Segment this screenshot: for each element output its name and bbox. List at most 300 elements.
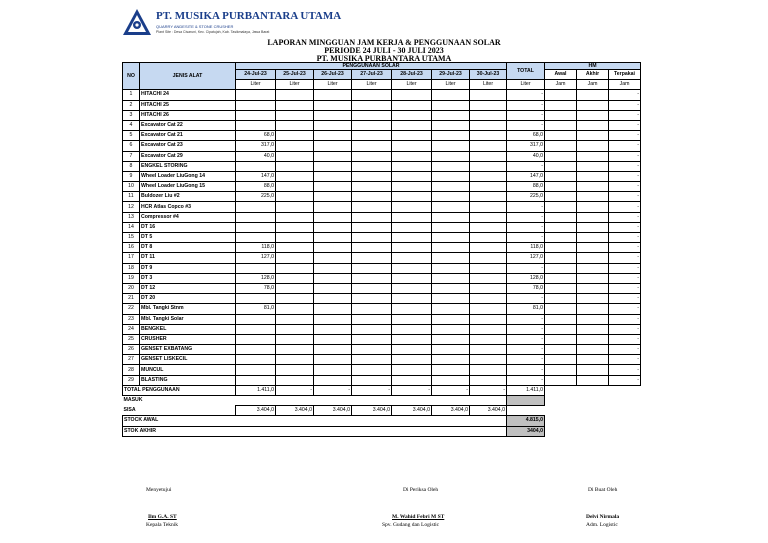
row-equipment-name: CRUSHER [140,334,236,344]
row-hm-akhir [577,355,609,365]
row-day-liter [432,253,470,263]
row-equipment-name: Compressor #4 [140,212,236,222]
row-hm-awal [545,375,577,385]
row-day-liter [392,355,432,365]
row-day-liter [470,273,507,283]
row-day-liter [352,161,392,171]
row-day-liter: 78,0 [236,283,276,293]
row-no: 11 [123,192,140,202]
row-day-liter [352,263,392,273]
header-date: 29-Jul-23 [432,70,470,80]
row-equipment-name: Excavator Cat 21 [140,131,236,141]
company-subtitle: QUARRY ANDESITE & STONE CRUSHER [156,24,234,29]
row-day-liter [314,334,352,344]
row-day-liter [352,294,392,304]
header-no: NO [123,63,140,90]
row-equipment-name: DT 16 [140,222,236,232]
row-hm-terpakai: - [609,182,641,192]
row-total: - [507,161,545,171]
row-equipment-name: DT 8 [140,243,236,253]
row-equipment-name: Excavator Cat 22 [140,120,236,130]
row-day-liter [392,233,432,243]
row-no: 5 [123,131,140,141]
row-day-liter [352,222,392,232]
report-period: PERIODE 24 JULI - 30 JULI 2023 [324,46,444,55]
row-hm-terpakai: - [609,233,641,243]
row-hm-terpakai: - [609,283,641,293]
row-equipment-name: Wheel Loader LiuGong 15 [140,182,236,192]
row-day-liter [314,314,352,324]
row-day-liter [432,120,470,130]
table-row [123,90,641,100]
masuk-day [470,396,507,406]
row-day-liter [352,192,392,202]
signer-role-3: Adm. Logistic [586,522,618,528]
row-day-liter [470,192,507,202]
row-day-liter [276,202,314,212]
row-hm-terpakai: - [609,90,641,100]
table-row [123,141,641,151]
table-row [123,365,641,375]
row-day-liter [276,314,314,324]
row-hm-terpakai: - [609,294,641,304]
table-row [123,233,641,243]
row-day-liter [352,100,392,110]
sisa-day: 3.404,0 [314,406,352,416]
row-day-liter [470,202,507,212]
row-day-liter [432,141,470,151]
row-day-liter [352,334,392,344]
header-date: 30-Jul-23 [470,70,507,80]
row-no: 23 [123,314,140,324]
row-no: 12 [123,202,140,212]
row-day-liter [432,182,470,192]
row-day-liter [276,131,314,141]
row-no: 7 [123,151,140,161]
row-day-liter [392,171,432,181]
row-hm-terpakai: - [609,324,641,334]
row-day-liter [392,151,432,161]
row-day-liter [392,365,432,375]
row-day-liter [236,90,276,100]
row-no: 21 [123,294,140,304]
row-day-liter [470,90,507,100]
table-row [123,304,641,314]
row-day-liter [470,253,507,263]
table-row [123,345,641,355]
row-hm-akhir [577,253,609,263]
sisa-day: 3.404,0 [392,406,432,416]
row-day-liter [432,375,470,385]
total-day: - [276,385,314,395]
table-row [123,171,641,181]
row-day-liter [314,120,352,130]
stock-awal-row [123,416,641,426]
row-day-liter: 68,0 [236,131,276,141]
row-day-liter [236,345,276,355]
row-total: 128,0 [507,273,545,283]
table-row [123,334,641,344]
row-day-liter [314,182,352,192]
row-day-liter [276,141,314,151]
row-day-liter [432,314,470,324]
row-hm-akhir [577,314,609,324]
row-day-liter: 127,0 [236,253,276,263]
row-no: 13 [123,212,140,222]
row-day-liter [314,263,352,273]
row-total: - [507,365,545,375]
row-day-liter [276,294,314,304]
table-row [123,283,641,293]
row-hm-akhir [577,283,609,293]
stock-awal-value: 4.815,0 [507,416,545,426]
row-day-liter [392,120,432,130]
row-equipment-name: GENSET EXBATANG [140,345,236,355]
unit-jam: Jam [545,80,577,90]
table-row [123,131,641,141]
row-equipment-name: Mbl. Tangki Stnm [140,304,236,314]
row-day-liter [314,273,352,283]
row-day-liter [432,110,470,120]
row-hm-awal [545,161,577,171]
row-equipment-name: DT 3 [140,273,236,283]
row-hm-terpakai: - [609,192,641,202]
row-day-liter [470,263,507,273]
row-day-liter [352,324,392,334]
row-day-liter [392,334,432,344]
row-day-liter [470,171,507,181]
row-day-liter [352,90,392,100]
row-hm-awal [545,110,577,120]
row-hm-terpakai: - [609,171,641,181]
stock-akhir-value: 3404,0 [507,426,545,436]
row-day-liter [236,334,276,344]
unit-liter: Liter [470,80,507,90]
row-day-liter [352,202,392,212]
row-day-liter [314,304,352,314]
row-hm-awal [545,365,577,375]
row-day-liter [314,283,352,293]
row-day-liter [352,182,392,192]
row-no: 4 [123,120,140,130]
row-total: - [507,375,545,385]
row-hm-akhir [577,324,609,334]
row-hm-awal [545,273,577,283]
total-day: - [314,385,352,395]
row-hm-akhir [577,273,609,283]
row-no: 24 [123,324,140,334]
row-day-liter [470,283,507,293]
table-row [123,212,641,222]
row-day-liter [314,100,352,110]
table-row [123,192,641,202]
row-hm-akhir [577,100,609,110]
row-no: 27 [123,355,140,365]
signer-name-2: M. Wahid Febri M ST [392,514,445,520]
masuk-day [276,396,314,406]
row-day-liter [236,324,276,334]
row-total: 68,0 [507,131,545,141]
total-day: - [470,385,507,395]
row-day-liter [432,171,470,181]
row-total: - [507,233,545,243]
row-hm-akhir [577,171,609,181]
table-row [123,263,641,273]
row-hm-terpakai: - [609,314,641,324]
row-no: 26 [123,345,140,355]
table-row [123,110,641,120]
row-day-liter [276,365,314,375]
company-name: PT. MUSIKA PURBANTARA UTAMA [156,10,342,22]
row-day-liter [392,243,432,253]
row-day-liter [392,110,432,120]
row-day-liter [352,120,392,130]
row-hm-akhir [577,120,609,130]
row-hm-terpakai: - [609,253,641,263]
row-day-liter [432,355,470,365]
row-day-liter [392,253,432,263]
row-day-liter [470,120,507,130]
row-hm-awal [545,141,577,151]
row-day-liter [432,294,470,304]
row-day-liter [314,324,352,334]
row-total: 88,0 [507,182,545,192]
row-day-liter [314,151,352,161]
row-total: 118,0 [507,243,545,253]
row-total: - [507,345,545,355]
table-row [123,151,641,161]
row-hm-awal [545,222,577,232]
row-equipment-name: HCR Atlas Copco #3 [140,202,236,212]
row-hm-akhir [577,161,609,171]
row-total: - [507,263,545,273]
masuk-day [314,396,352,406]
header-date: 27-Jul-23 [352,70,392,80]
row-no: 14 [123,222,140,232]
masuk-day [236,396,276,406]
header-date: 24-Jul-23 [236,70,276,80]
row-day-liter [470,345,507,355]
row-day-liter [276,304,314,314]
sisa-row [123,406,641,416]
row-hm-awal [545,294,577,304]
row-day-liter [314,365,352,375]
unit-liter: Liter [314,80,352,90]
row-hm-terpakai: - [609,355,641,365]
row-day-liter [392,314,432,324]
row-day-liter [314,131,352,141]
row-equipment-name: HITACHI 25 [140,100,236,110]
row-hm-awal [545,263,577,273]
row-hm-awal [545,182,577,192]
row-day-liter [352,304,392,314]
row-hm-terpakai: - [609,243,641,253]
row-day-liter [314,90,352,100]
header-jenis-alat: JENIS ALAT [140,63,236,90]
row-total: 147,0 [507,171,545,181]
row-day-liter [470,334,507,344]
row-day-liter [352,171,392,181]
row-no: 22 [123,304,140,314]
row-day-liter [432,334,470,344]
row-day-liter [432,273,470,283]
row-equipment-name: DT 11 [140,253,236,263]
row-day-liter [276,334,314,344]
row-total: - [507,222,545,232]
row-hm-terpakai: - [609,202,641,212]
row-day-liter [352,375,392,385]
row-day-liter [470,182,507,192]
row-no: 19 [123,273,140,283]
row-day-liter [392,100,432,110]
company-logo-icon [122,8,152,36]
row-day-liter [432,365,470,375]
row-day-liter [432,263,470,273]
header-hm-awal: Awal [545,70,577,80]
row-day-liter [352,273,392,283]
row-hm-terpakai: - [609,304,641,314]
row-day-liter [276,222,314,232]
row-day-liter [314,375,352,385]
row-hm-terpakai: - [609,141,641,151]
row-hm-terpakai: - [609,263,641,273]
row-day-liter [470,314,507,324]
unit-liter: Liter [507,80,545,90]
row-hm-awal [545,345,577,355]
row-total: 40,0 [507,151,545,161]
row-day-liter [352,355,392,365]
row-day-liter [352,151,392,161]
row-day-liter [314,233,352,243]
row-day-liter [352,345,392,355]
masuk-label: MASUK [123,397,143,404]
row-total: - [507,110,545,120]
row-hm-akhir [577,375,609,385]
report-company: PT. MUSIKA PURBANTARA UTAMA [316,54,452,63]
row-day-liter [470,151,507,161]
row-no: 8 [123,161,140,171]
header-date: 26-Jul-23 [314,70,352,80]
row-day-liter [470,233,507,243]
row-hm-terpakai: - [609,110,641,120]
row-total: - [507,100,545,110]
row-day-liter [432,212,470,222]
row-day-liter [432,283,470,293]
header-penggunaan-solar: PENGGUNAAN SOLAR [236,63,507,70]
row-day-liter [236,233,276,243]
row-equipment-name: MUNCUL [140,365,236,375]
row-day-liter: 118,0 [236,243,276,253]
row-day-liter [352,212,392,222]
row-no: 2 [123,100,140,110]
row-day-liter [392,192,432,202]
row-day-liter [470,212,507,222]
row-day-liter [470,222,507,232]
row-hm-akhir [577,90,609,100]
row-day-liter [314,192,352,202]
row-day-liter [470,355,507,365]
row-day-liter [276,182,314,192]
row-hm-akhir [577,334,609,344]
row-equipment-name: Excavator Cat 23 [140,141,236,151]
row-day-liter [352,233,392,243]
row-no: 16 [123,243,140,253]
row-equipment-name: HITACHI 26 [140,110,236,120]
row-day-liter [392,212,432,222]
row-equipment-name: BLASTING [140,375,236,385]
row-day-liter [276,263,314,273]
sisa-day: 3.404,0 [432,406,470,416]
unit-jam: Jam [577,80,609,90]
row-day-liter [432,324,470,334]
total-day: 1.411,0 [236,385,276,395]
row-no: 28 [123,365,140,375]
table-row [123,253,641,263]
row-day-liter [276,355,314,365]
row-day-liter [392,182,432,192]
row-hm-awal [545,171,577,181]
table-row [123,161,641,171]
row-hm-terpakai: - [609,222,641,232]
row-hm-awal [545,212,577,222]
header-total: TOTAL [507,63,545,80]
row-day-liter [352,365,392,375]
row-day-liter [432,131,470,141]
row-day-liter [276,90,314,100]
row-hm-awal [545,334,577,344]
row-day-liter [236,222,276,232]
sisa-day: 3.404,0 [352,406,392,416]
row-no: 17 [123,253,140,263]
stock-awal-label: STOCK AWAL [123,416,507,426]
report-title: LAPORAN MINGGUAN JAM KERJA & PENGGUNAAN SOLAR [267,38,501,47]
row-day-liter [314,253,352,263]
row-total: - [507,314,545,324]
row-day-liter [470,365,507,375]
row-day-liter [236,375,276,385]
row-hm-akhir [577,182,609,192]
row-hm-terpakai: - [609,345,641,355]
row-day-liter [352,110,392,120]
row-day-liter: 40,0 [236,151,276,161]
masuk-total [507,396,545,406]
row-total: - [507,355,545,365]
total-day: - [432,385,470,395]
row-day-liter [314,171,352,181]
row-day-liter [470,304,507,314]
sisa-day: 3.404,0 [470,406,507,416]
row-day-liter [352,243,392,253]
row-hm-awal [545,90,577,100]
row-no: 10 [123,182,140,192]
row-hm-awal [545,304,577,314]
row-day-liter [276,151,314,161]
row-day-liter [470,110,507,120]
row-equipment-name: DT 20 [140,294,236,304]
row-hm-terpakai: - [609,151,641,161]
row-total: 78,0 [507,283,545,293]
row-total: 127,0 [507,253,545,263]
row-day-liter: 128,0 [236,273,276,283]
row-no: 29 [123,375,140,385]
row-hm-terpakai: - [609,212,641,222]
total-day: - [392,385,432,395]
row-total: - [507,120,545,130]
row-day-liter [432,233,470,243]
row-equipment-name: Mbl. Tangki Solar [140,314,236,324]
row-day-liter [276,192,314,202]
row-day-liter [432,161,470,171]
